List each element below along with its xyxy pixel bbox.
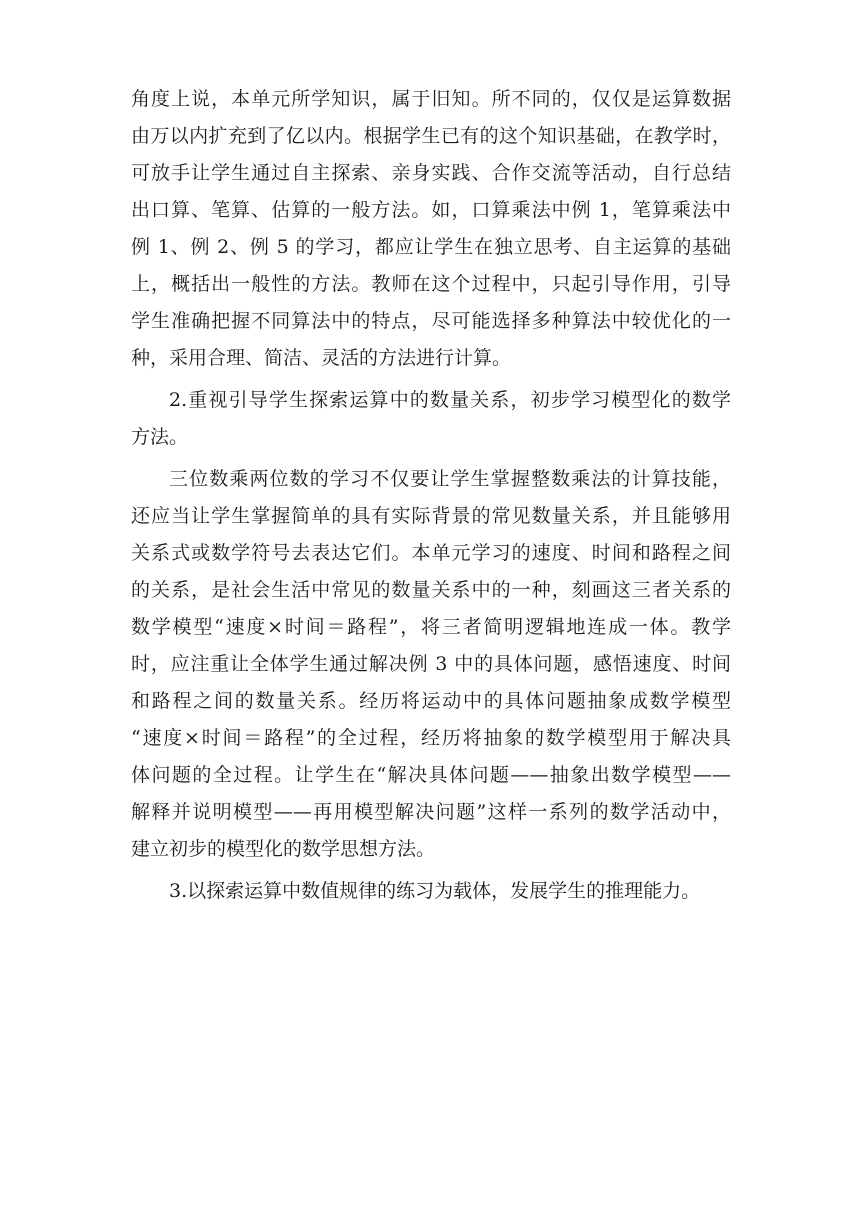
section-heading-3: 3.以探索运算中数值规律的练习为载体，发展学生的推理能力。 — [169, 880, 701, 902]
body-line: 学生准确把握不同算法中的特点，尽可能选择多种算法中较优化的一 — [131, 310, 731, 332]
body-line: 体问题的全过程。让学生在“解决具体问题——抽象出数学模型—— — [131, 764, 731, 786]
body-line: 解释并说明模型——再用模型解决问题”这样一系列的数学活动中， — [131, 801, 731, 823]
body-line: 时，应注重让全体学生通过解决例 3 中的具体问题，感悟速度、时间 — [131, 653, 731, 675]
body-line: 种，采用合理、简洁、灵活的方法进行计算。 — [131, 347, 512, 369]
body-line: “速度×时间＝路程”的全过程，经历将抽象的数学模型用于解决具 — [131, 727, 731, 749]
body-line: 建立初步的模型化的数学思想方法。 — [131, 838, 436, 860]
body-line: 的关系，是社会生活中常见的数量关系中的一种，刻画这三者关系的 — [131, 579, 731, 601]
body-line: 角度上说，本单元所学知识，属于旧知。所不同的，仅仅是运算数据 — [131, 88, 731, 110]
body-line: 和路程之间的数量关系。经历将运动中的具体问题抽象成数学模型 — [131, 690, 731, 712]
section-heading-2-cont: 方法。 — [131, 426, 189, 448]
body-line: 三位数乘两位数的学习不仅要让学生掌握整数乘法的计算技能， — [169, 468, 731, 490]
document-body — [131, 81, 731, 910]
body-line: 还应当让学生掌握简单的具有实际背景的常见数量关系，并且能够用 — [131, 505, 731, 527]
body-line: 上，概括出一般性的方法。教师在这个过程中，只起引导作用，引导 — [131, 273, 731, 295]
section-heading-2: 2.重视引导学生探索运算中的数量关系，初步学习模型化的数学 — [169, 389, 731, 411]
body-line: 关系式或数学符号去表达它们。本单元学习的速度、时间和路程之间 — [131, 542, 731, 564]
body-line: 可放手让学生通过自主探索、亲身实践、合作交流等活动，自行总结 — [131, 162, 731, 184]
body-line: 数学模型“速度×时间＝路程”，将三者简明逻辑地连成一体。教学 — [131, 616, 731, 638]
body-line: 由万以内扩充到了亿以内。根据学生已有的这个知识基础，在教学时， — [131, 125, 731, 147]
body-line: 例 1、例 2、例 5 的学习，都应让学生在独立思考、自主运算的基础 — [131, 236, 731, 258]
body-line: 出口算、笔算、估算的一般方法。如，口算乘法中例 1，笔算乘法中 — [131, 199, 731, 221]
